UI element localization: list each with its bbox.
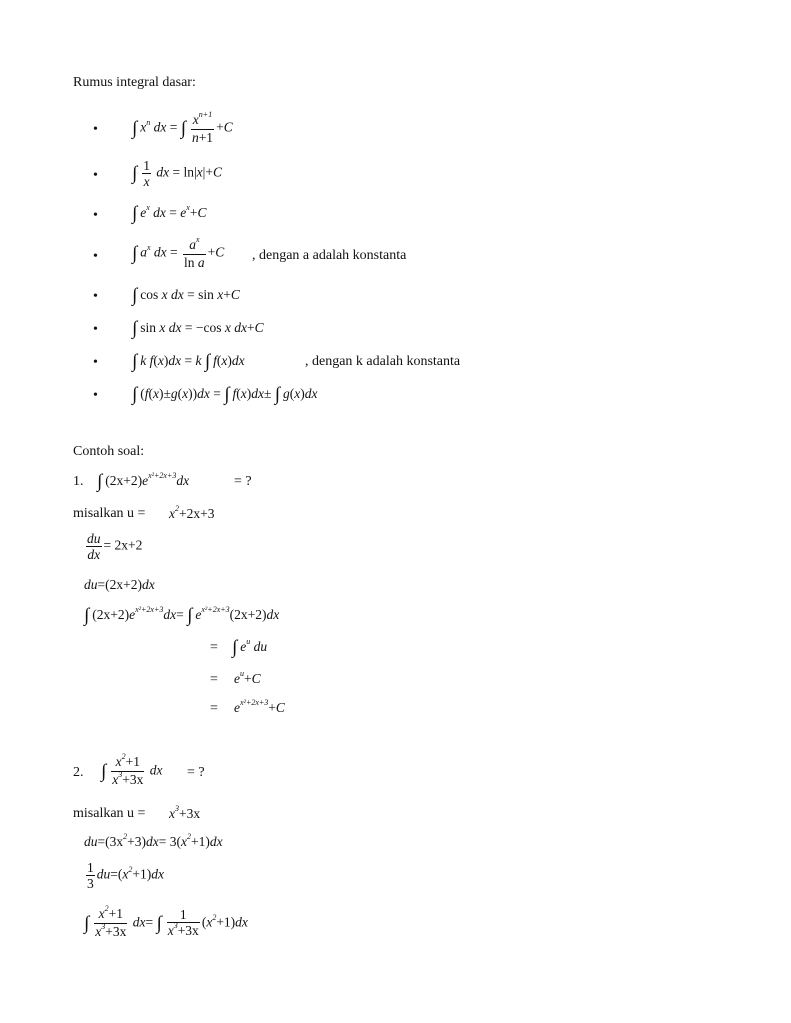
substitution-value-2: $x^3+3x$ [169, 804, 201, 821]
bullet: • [93, 289, 98, 304]
formula-exponential-a: ∫ $a^x$ dx = $\frac{a^x}{\text{ln a}}$ +C [132, 235, 225, 270]
problem-2-question: = ? [187, 765, 205, 780]
step-substitute-2: ∫ $\frac{x^2+1}{x^3+3x}$ dx= ∫ $\frac{1}{x^3+3x}$ $(x^2+1)dx$ [84, 904, 248, 939]
problem-2-integral: ∫ $\frac{x^2+1}{x^3+3x}$ dx [101, 752, 163, 787]
formula-sum-rule: ∫ (f(x)±g(x))dx = ∫ f(x)dx± ∫ g(x)dx [132, 384, 318, 405]
step-eu-c: $e^u+C$ [234, 669, 261, 686]
equals-sign: = [210, 701, 218, 716]
step-du-2: $du=(3x^2+3)dx= 3(x^2+1)dx$ [84, 832, 223, 849]
problem-1-number: 1. [73, 474, 84, 489]
formula-exponential-e: ∫ $e^x$ dx = $e^x+C$ [132, 203, 207, 224]
problem-1-question: = ? [234, 474, 252, 489]
note-a-constant: , dengan a adalah konstanta [252, 248, 407, 263]
equals-sign: = [210, 672, 218, 687]
step-du-dx: $\frac{du}{dx}$ = 2x+2 [87, 531, 143, 562]
substitution-label-2: misalkan u = [73, 806, 146, 821]
formula-power-rule: ∫ $x^n$ dx = ∫ $\frac{x^{n+1}}{n+1}$ +C [132, 110, 233, 145]
step-substitute: ∫ $(2x+2)e^{x^2+2x+3}dx=$ ∫ $e^{x^2+2x+3}(2x+2)dx$ [84, 605, 280, 626]
section-heading-contoh: Contoh soal: [73, 444, 145, 459]
step-third-du: $\frac{1}{3}$ $du=(x^2+1)dx$ [87, 860, 164, 891]
bullet: • [93, 249, 98, 264]
bullet: • [93, 322, 98, 337]
formula-sine: ∫ sin x dx = −cos x dx+C [132, 318, 264, 339]
section-heading-rumus: Rumus integral dasar: [73, 75, 196, 90]
step-result-1: $e^{x^2+2x+3}+C$ [234, 698, 285, 715]
bullet: • [93, 168, 98, 183]
equals-sign: = [210, 640, 218, 655]
substitution-value-1: $x^2+2x+3$ [169, 504, 215, 521]
bullet: • [93, 355, 98, 370]
note-k-constant: , dengan k adalah konstanta [305, 354, 461, 369]
formula-reciprocal-rule: ∫ $\frac{1}{x}$ dx = ln|x|+C [132, 158, 223, 189]
step-du: du=(2x+2)dx [84, 577, 155, 592]
formula-cosine: ∫ cos x dx = sin x+C [132, 285, 240, 306]
bullet: • [93, 122, 98, 137]
bullet: • [93, 388, 98, 403]
problem-1-integral: ∫ $(2x+2)e^{x^2+2x+3}dx$ [97, 471, 190, 492]
problem-2-number: 2. [73, 765, 84, 780]
step-eu-du: ∫ $e^u$ du [232, 637, 268, 658]
substitution-label-1: misalkan u = [73, 506, 146, 521]
bullet: • [93, 208, 98, 223]
formula-constant-multiple: ∫ k f(x)dx = k ∫ f(x)dx [132, 351, 245, 372]
